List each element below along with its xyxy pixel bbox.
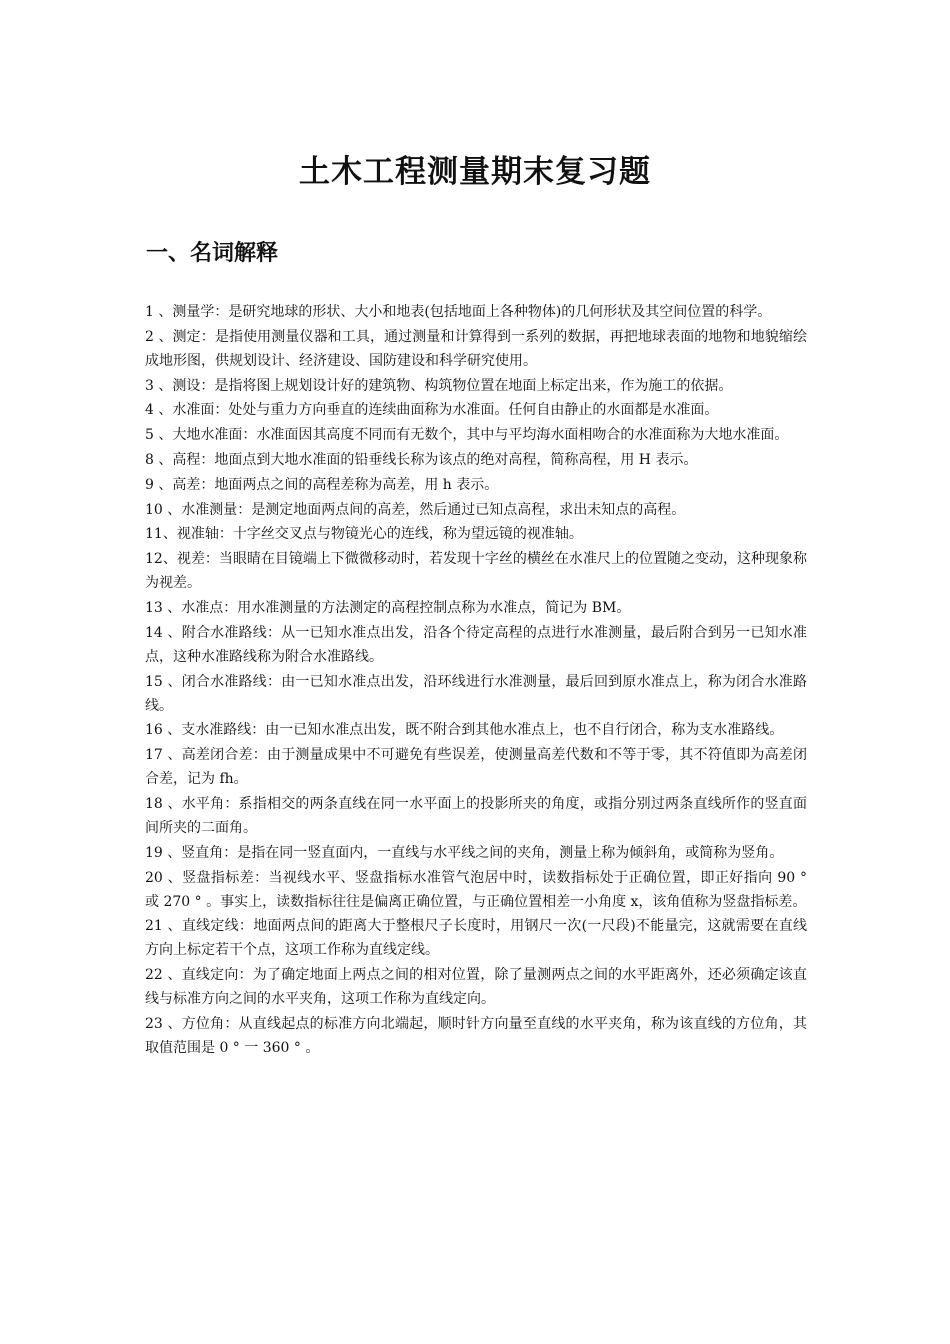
term-entry: 13 、水准点：用水准测量的方法测定的高程控制点称为水准点，简记为 BM。: [145, 599, 631, 616]
term-entry: 12、视差：当眼睛在目镜端上下微微移动时，若发现十字丝的横丝在水准尺上的位置随之变动，这种现象称为视差。: [145, 551, 807, 592]
term-entry: 21 、直线定线：地面两点间的距离大于整根尺子长度时，用钢尺一次(一尺段)不能量完，这就需要在直线方向上标定若干个点，这项工作称为直线定线。: [145, 918, 807, 959]
term-entry: 5 、大地水准面：水准面因其高度不同而有无数个，其中与平均海水面相吻合的水准面称为大地水准面。: [145, 427, 789, 444]
term-entry: 8 、高程：地面点到大地水准面的铅垂线长称为该点的绝对高程，简称高程，用 H 表示。: [145, 451, 698, 468]
term-entry: 3 、测设：是指将图上规划设计好的建筑物、构筑物位置在地面上标定出来，作为施工的依据。: [145, 377, 733, 394]
term-entry: 17 、高差闭合差：由于测量成果中不可避免有些误差，使测量高差代数和不等于零，其不符值即为高差闭合差，记为 fh。: [145, 747, 807, 788]
term-entry: 20 、竖盘指标差：当视线水平、竖盘指标水准管气泡居中时，读数指标处于正确位置，即正好指向 90 ° 或 270 ° 。事实上，读数指标往往是偏离正确位置，与正确位置相差一小角度 x，该角值称为竖盘指标差。: [145, 869, 807, 910]
term-entry: 16 、支水准路线：由一已知水准点出发，既不附合到其他水准点上，也不自行闭合，称为支水准路线。: [145, 722, 784, 739]
term-entry: 14 、附合水准路线：从一已知水准点出发，沿各个待定高程的点进行水准测量，最后附合到另一已知水准点，这种水准路线称为附合水准路线。: [145, 624, 807, 665]
term-entry: 19 、竖直角：是指在同一竖直面内，一直线与水平线之间的夹角，测量上称为倾斜角，或简称为竖角。: [145, 844, 784, 861]
term-definition-list: [145, 300, 807, 1061]
term-entry: 4 、水准面：处处与重力方向垂直的连续曲面称为水准面。任何自由静止的水面都是水准面。: [145, 402, 719, 419]
term-entry: 15 、闭合水准路线：由一已知水准点出发，沿环线进行水准测量，最后回到原水准点上，称为闭合水准路线。: [145, 673, 807, 714]
term-entry: 9 、高差：地面两点之间的高程差称为高差，用 h 表示。: [145, 476, 499, 493]
term-entry: 10 、水准测量：是测定地面两点间的高差，然后通过已知点高程，求出未知点的高程。: [145, 501, 686, 518]
term-entry: 23 、方位角：从直线起点的标准方向北端起，顺时针方向量至直线的水平夹角，称为该直线的方位角，其取值范围是 0 ° 一 360 ° 。: [145, 1015, 807, 1056]
term-entry: 11、视准轴：十字丝交叉点与物镜光心的连线，称为望远镜的视准轴。: [145, 526, 583, 543]
term-entry: 22 、直线定向：为了确定地面上两点之间的相对位置，除了量测两点之间的水平距离外，还必须确定该直线与标准方向之间的水平夹角，这项工作称为直线定向。: [145, 967, 807, 1008]
section-heading: 一、名词解释: [146, 241, 279, 266]
term-entry: 1 、测量学：是研究地球的形状、大小和地表(包括地面上各种物体)的几何形状及其空间位置的科学。: [145, 304, 772, 320]
term-entry: 18 、水平角：系指相交的两条直线在同一水平面上的投影所夹的角度，或指分别过两条直线所作的竖直面间所夹的二面角。: [145, 795, 807, 836]
term-entry: 2 、测定：是指使用测量仪器和工具，通过测量和计算得到一系列的数据，再把地球表面的地物和地貌缩绘成地形图，供规划设计、经济建设、国防建设和科学研究使用。: [145, 328, 807, 369]
document-title: 土木工程测量期末复习题: [299, 154, 651, 190]
